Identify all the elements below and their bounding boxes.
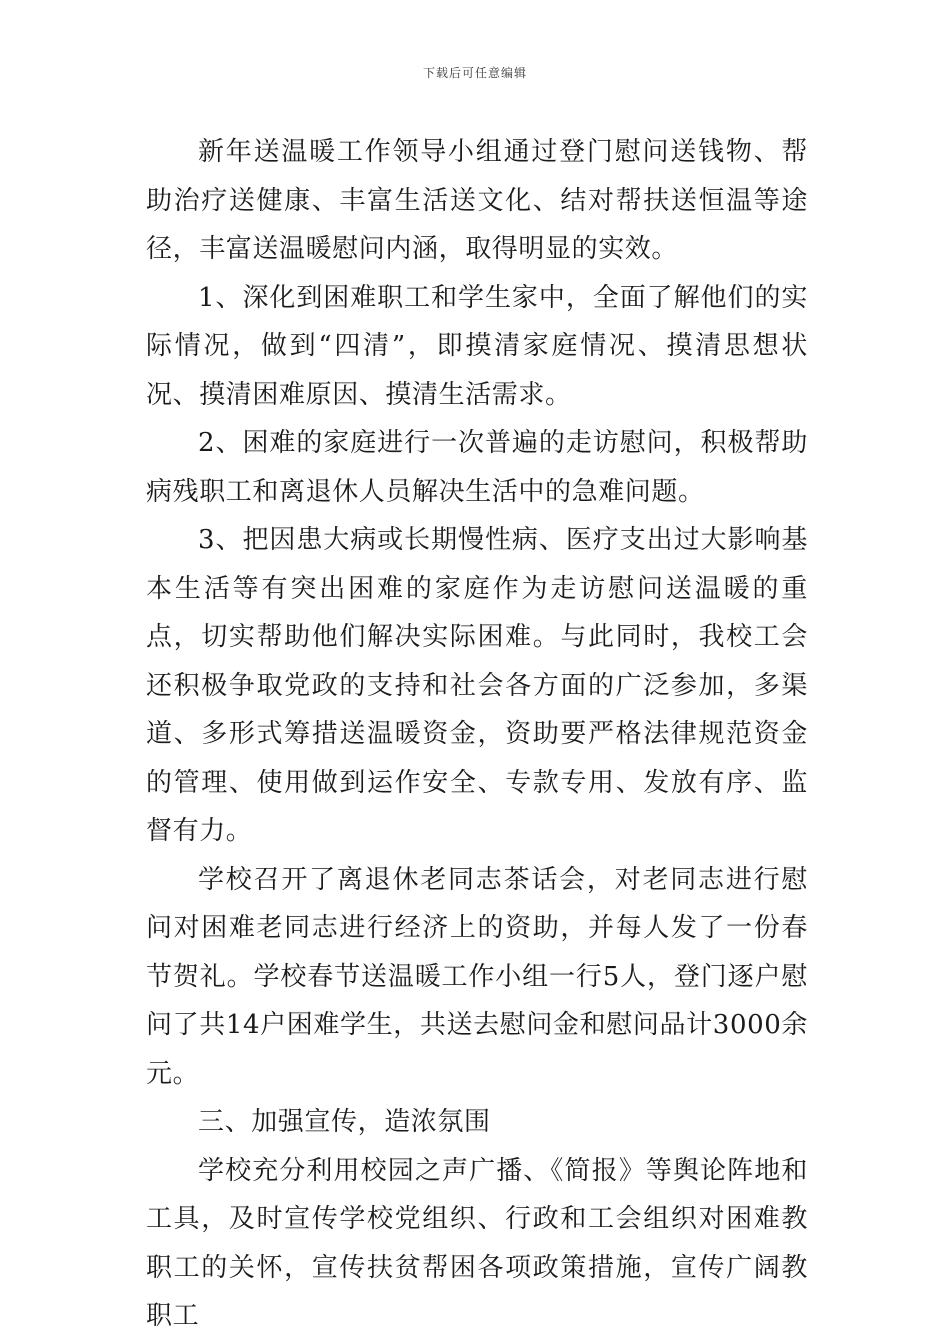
paragraph-intro: 新年送温暖工作领导小组通过登门慰问送钱物、帮助治疗送健康、丰富生活送文化、结对帮扶送恒温等途径，丰富送温暖慰问内涵，取得明显的实效。	[146, 137, 808, 264]
paragraph-publicity: 学校充分利用校园之声广播、《简报》等舆论阵地和工具，及时宣传学校党组织、行政和工会组织对困难教职工的关怀，宣传扶贫帮困各项政策措施，宣传广阔教职工	[146, 1155, 808, 1331]
paragraph-retiree-meeting: 学校召开了离退休老同志茶话会，对老同志进行慰问对困难老同志进行经济上的资助，并每人发了一份春节贺礼。学校春节送温暖工作小组一行5人，登门逐户慰问了共14户困难学生，共送去慰问金和慰问品计3000余元。	[146, 864, 808, 1089]
section-heading-publicity: 三、加强宣传，造浓氛围	[198, 1107, 491, 1137]
document-body	[146, 128, 808, 1341]
paragraph-item-1: 1、深化到困难职工和学生家中，全面了解他们的实际情况，做到“四清”，即摸清家庭情况、摸清思想状况、摸清困难原因、摸清生活需求。	[146, 282, 808, 410]
header-note: 下载后可任意编辑	[422, 66, 527, 80]
paragraph-item-2: 2、困难的家庭进行一次普遍的走访慰问，积极帮助病残职工和离退休人员解决生活中的急难问题。	[146, 428, 808, 507]
paragraph-item-3: 3、把因患大病或长期慢性病、医疗支出过大影响基本生活等有突出困难的家庭作为走访慰问送温暖的重点，切实帮助他们解决实际困难。与此同时，我校工会还积极争取党政的支持和社会各方面的广泛参加，多渠道、多形式筹措送温暖资金，资助要严格法律规范资金的管理、使用做到运作安全、专款专用、发放有序、监督有力。	[146, 525, 808, 846]
